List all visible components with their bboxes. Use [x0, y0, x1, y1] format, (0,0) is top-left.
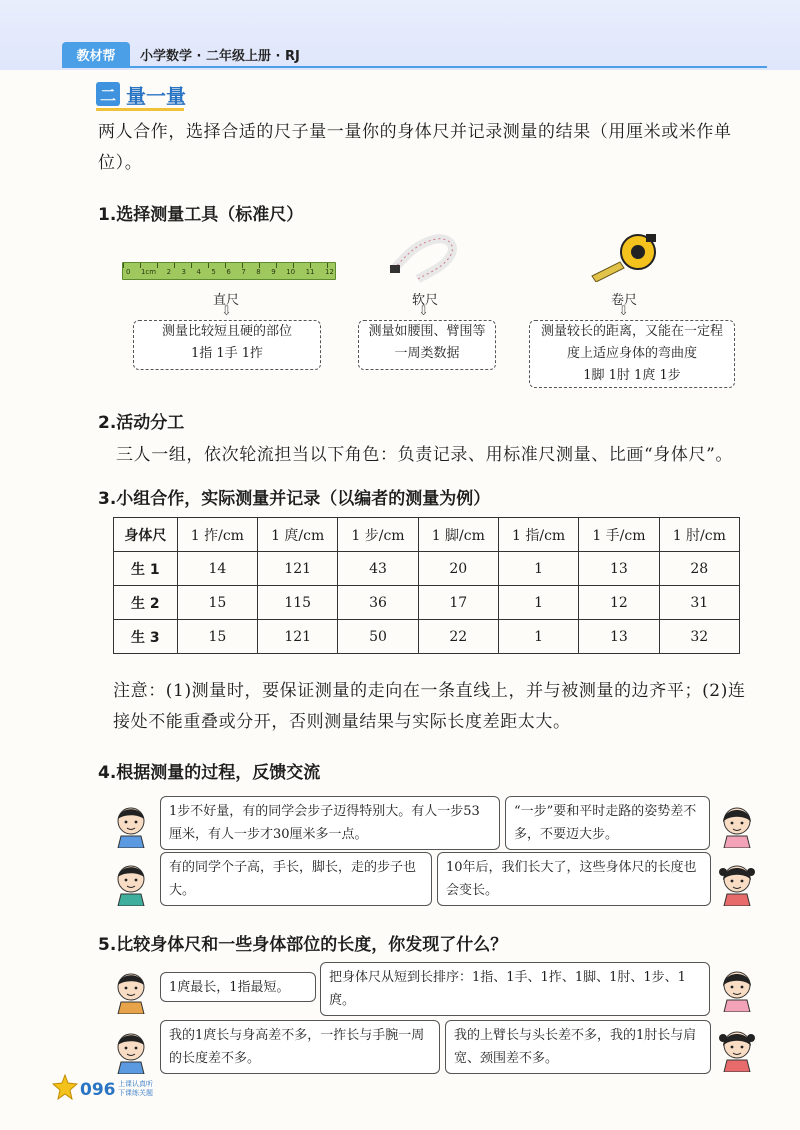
section-title: 量一量 — [126, 84, 186, 108]
ruler-mark: 11 — [305, 268, 315, 276]
step3-heading: 3.小组合作，实际测量并记录（以编者的测量为例） — [98, 489, 491, 509]
tool-card-soft — [358, 320, 496, 370]
tool-units: 1脚 1肘 1庹 1步 — [583, 368, 681, 383]
ruler-mark: 3 — [181, 268, 186, 276]
tool-units: 1指 1手 1拃 — [190, 346, 264, 361]
boy-avatar — [110, 862, 152, 906]
table-cell: 20 — [418, 552, 498, 586]
table-cell: 43 — [338, 552, 418, 586]
ruler-mark: 1cm — [140, 268, 157, 276]
arrow-down-icon: ⇩ — [221, 304, 232, 319]
step2-heading: 2.活动分工 — [98, 413, 185, 433]
column-header: 1 拃/cm — [177, 518, 257, 552]
star-icon — [52, 1074, 78, 1100]
table-cell: 115 — [258, 586, 338, 620]
boy-avatar — [110, 804, 152, 848]
ruler-mark: 10 — [286, 268, 296, 276]
table-cell: 1 — [498, 586, 578, 620]
boy-avatar — [110, 1030, 152, 1074]
tool-card-tape — [529, 320, 735, 388]
measurement-table — [113, 517, 740, 654]
table-cell: 14 — [177, 552, 257, 586]
soft-tape-image — [388, 233, 468, 283]
table-cell: 22 — [418, 620, 498, 654]
column-header: 1 庹/cm — [258, 518, 338, 552]
step4-heading: 4.根据测量的过程，反馈交流 — [98, 763, 321, 783]
girl-avatar — [716, 1028, 758, 1072]
table-cell: 28 — [659, 552, 739, 586]
footer-slogan-line: 下课练关题 — [118, 1089, 153, 1097]
table-cell: 15 — [177, 620, 257, 654]
ruler-mark: 8 — [256, 268, 261, 276]
measurement-note: 注意：(1)测量时，要保证测量的走向在一条直线上，并与被测量的边齐平；(2)连接处不能重叠或分开，否则测量结果与实际长度差距太大。 — [113, 681, 746, 732]
girl-avatar — [716, 804, 758, 848]
speech-bubble: “一步”要和平时走路的姿势差不多，不要迈大步。 — [505, 796, 710, 850]
section-badge: 二 — [96, 82, 120, 106]
table-cell: 121 — [258, 620, 338, 654]
tool-desc: 测量如腰围、臂围等一周类数据 — [368, 324, 486, 361]
ruler-mark: 6 — [226, 268, 231, 276]
speech-bubble: 有的同学个子高，手长，脚长，走的步子也大。 — [160, 852, 432, 906]
ruler-mark: 2 — [166, 268, 172, 276]
speech-bubble: 我的上臂长与头长差不多，我的1肘长与肩宽、颈围差不多。 — [445, 1020, 711, 1074]
tool-name-ruler: 直尺 — [213, 293, 240, 308]
intro-paragraph: 两人合作，选择合适的尺子量一量你的身体尺并记录测量的结果（用厘米或米作单位）。 — [98, 122, 732, 173]
column-header: 1 肘/cm — [659, 518, 739, 552]
speech-bubble: 我的1庹长与身高差不多，一拃长与手腕一周的长度差不多。 — [160, 1020, 440, 1074]
table-cell: 13 — [579, 620, 659, 654]
table-row — [114, 586, 740, 620]
table-cell: 13 — [579, 552, 659, 586]
arrow-down-icon: ⇩ — [418, 304, 429, 319]
ruler-mark: 7 — [241, 268, 246, 276]
column-header: 1 指/cm — [498, 518, 578, 552]
column-header: 1 脚/cm — [418, 518, 498, 552]
tape-measure-image — [590, 232, 662, 282]
ruler-mark: 5 — [211, 268, 216, 276]
tool-name-soft: 软尺 — [412, 293, 439, 308]
speech-bubble: 1步不好量，有的同学会步子迈得特别大。有人一步53厘米，有人一步才30厘米多一点。 — [160, 796, 500, 850]
ruler-mark: 4 — [196, 268, 201, 276]
girl-avatar — [716, 862, 758, 906]
table-cell: 15 — [177, 586, 257, 620]
table-row — [114, 620, 740, 654]
table-cell: 31 — [659, 586, 739, 620]
speech-bubble: 把身体尺从短到长排序：1指、1手、1拃、1脚、1肘、1步、1庹。 — [320, 962, 710, 1016]
page-number: 096 — [80, 1080, 116, 1100]
ruler-image — [122, 262, 336, 280]
header-rule — [62, 66, 767, 68]
row-label: 生 2 — [114, 586, 178, 620]
ruler-mark: 12 — [325, 268, 334, 276]
arrow-down-icon: ⇩ — [618, 304, 629, 319]
tool-desc: 测量较长的距离，又能在一定程度上适应身体的弯曲度 — [540, 324, 723, 361]
step5-heading: 5.比较身体尺和一些身体部位的长度，你发现了什么？ — [98, 935, 508, 955]
speech-bubble: 1庹最长，1指最短。 — [160, 972, 316, 1002]
section-underline — [96, 108, 184, 111]
table-cell: 17 — [418, 586, 498, 620]
table-cell: 32 — [659, 620, 739, 654]
column-header: 1 手/cm — [579, 518, 659, 552]
table-cell: 121 — [258, 552, 338, 586]
table-cell: 12 — [579, 586, 659, 620]
footer-slogan-line: 上课认真听 — [118, 1080, 153, 1088]
step2-text: 三人一组，依次轮流担当以下角色：负责记录、用标准尺测量、比画“身体尺”。 — [116, 445, 733, 465]
table-cell: 1 — [498, 620, 578, 654]
header-title: 小学数学 · 二年级上册 · RJ — [140, 49, 300, 64]
boy-avatar — [110, 970, 152, 1014]
ruler-mark: 0 — [126, 268, 131, 276]
table-cell: 50 — [338, 620, 418, 654]
step1-heading: 1.选择测量工具（标准尺） — [98, 205, 304, 225]
table-cell: 1 — [498, 552, 578, 586]
header-tab: 教材帮 — [62, 42, 130, 66]
row-label: 生 3 — [114, 620, 178, 654]
ruler-mark: 9 — [271, 268, 276, 276]
table-row — [114, 552, 740, 586]
tool-card-ruler — [133, 320, 321, 370]
girl-avatar — [716, 968, 758, 1012]
tool-desc: 测量比较短且硬的部位 — [161, 324, 292, 339]
column-header: 1 步/cm — [338, 518, 418, 552]
speech-bubble: 10年后，我们长大了，这些身体尺的长度也会变长。 — [437, 852, 711, 906]
column-header: 身体尺 — [114, 518, 178, 552]
ruler-scale — [126, 268, 334, 276]
table-header-row — [114, 518, 740, 552]
row-label: 生 1 — [114, 552, 178, 586]
tool-name-tape: 卷尺 — [611, 293, 638, 308]
table-cell: 36 — [338, 586, 418, 620]
footer-slogan — [118, 1080, 153, 1098]
